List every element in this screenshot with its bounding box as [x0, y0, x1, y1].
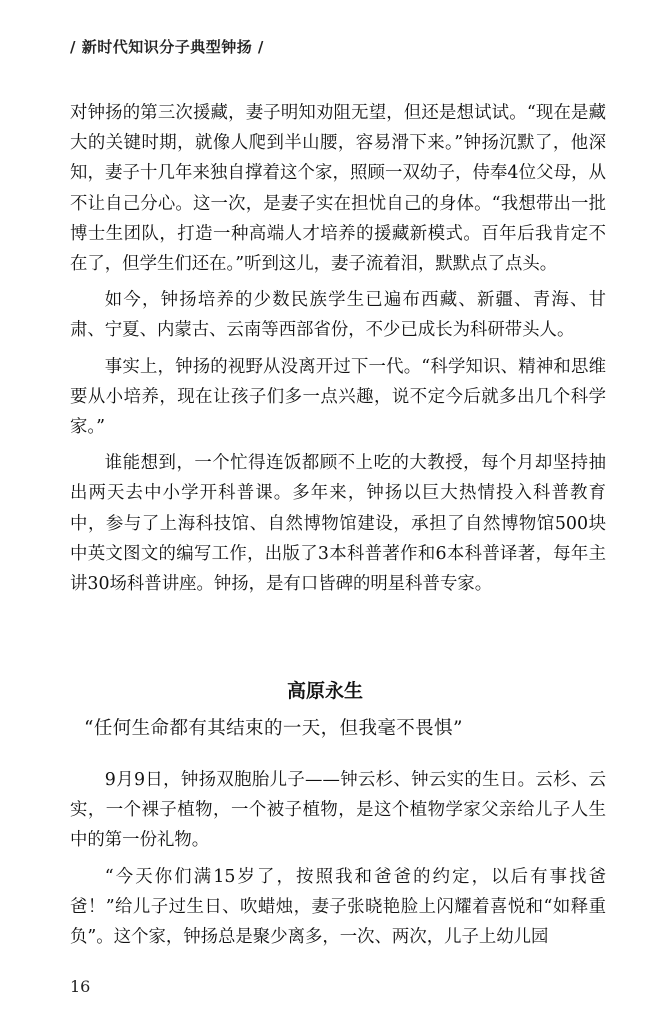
- paragraph: 如今，钟扬培养的少数民族学生已遍布西藏、新疆、青海、甘肃、宁夏、内蒙古、云南等西部省份，不少已成长为科研带头人。: [70, 290, 606, 341]
- body-text-bottom: [70, 765, 606, 958]
- paragraph: 谁能想到，一个忙得连饭都顾不上吃的大教授，每个月却坚持抽出两天去中小学开科普课。多年来，钟扬以巨大热情投入科普教育中，参与了上海科技馆、自然博物馆建设，承担了自然博物馆500块中英文图文的编写工作，出版了3本科普著作和6本科普译著，每年主讲30场科普讲座。钟扬，是有口皆碑的明星科普专家。: [70, 453, 606, 595]
- paragraph: 事实上，钟扬的视野从没离开过下一代。“科学知识、精神和思维要从小培养，现在让孩子们多一点兴趣，说不定今后就多出几个科学家。”: [70, 356, 606, 438]
- paragraph: 9月9日，钟扬双胞胎儿子——钟云杉、钟云实的生日。云杉、云实，一个裸子植物，一个被子植物，是这个植物学家父亲给儿子人生中的第一份礼物。: [70, 770, 606, 851]
- section-subtitle: “任何生命都有其结束的一天，但我毫不畏惧”: [84, 718, 463, 739]
- body-text-top: [70, 98, 606, 605]
- paragraph: 对钟扬的第三次援藏，妻子明知劝阻无望，但还是想试试。“现在是藏大的关键时期，就像人爬到半山腰，容易滑下来。”钟扬沉默了，他深知，妻子十几年来独自撑着这个家，照顾一双幼子，侍奉4位父母，从不让自己分心。这一次，是妻子实在担忧自己的身体。“我想带出一批博士生团队，打造一种高端人才培养的援藏新模式。百年后我肯定不在了，但学生们还在。”听到这儿，妻子流着泪，默默点了点头。: [70, 103, 606, 275]
- page-number: 16: [70, 977, 91, 996]
- section-title: 高原永生: [286, 680, 363, 702]
- running-header: / 新时代知识分子典型钟扬 /: [70, 38, 264, 56]
- paragraph: “今天你们满15岁了，按照我和爸爸的约定，以后有事找爸爸！”给儿子过生日、吹蜡烛，妻子张晓艳脸上闪耀着喜悦和“如释重负”。这个家，钟扬总是聚少离多，一次、两次，儿子上幼儿园: [70, 866, 606, 948]
